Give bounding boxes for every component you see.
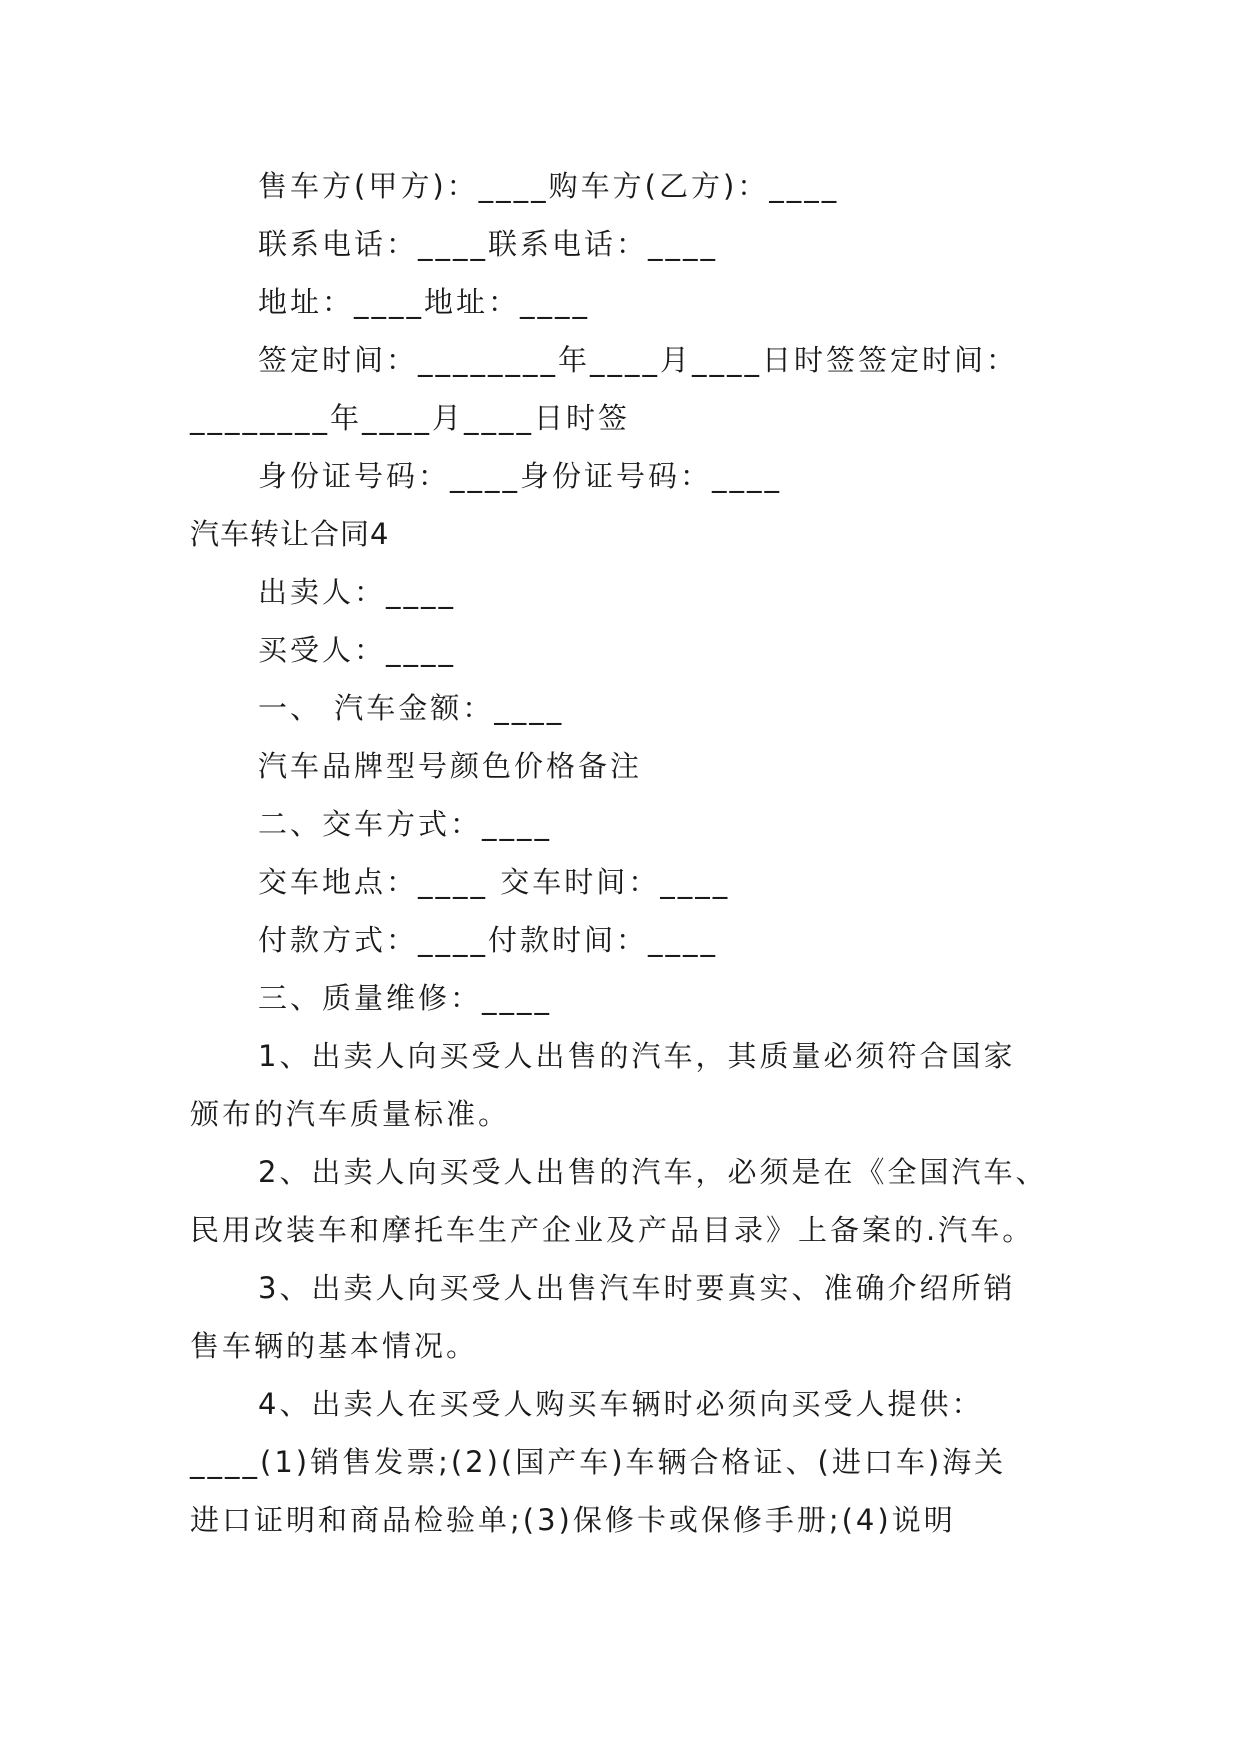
sign-date-line-continued: ________年____月____日时签 <box>190 401 631 435</box>
phone-line: 联系电话：____联系电话：____ <box>258 227 719 261</box>
clause-1-line-2: 颁布的汽车质量标准。 <box>190 1097 511 1131</box>
clause-4-line-3: 进口证明和商品检验单;(3)保修卡或保修手册;(4)说明 <box>190 1503 956 1537</box>
clause-3-line-1: 3、出卖人向买受人出售汽车时要真实、准确介绍所销 <box>258 1271 1016 1305</box>
quality-repair-line: 三、质量维修：____ <box>258 981 553 1015</box>
seller-line: 出卖人：____ <box>258 575 457 609</box>
clause-3-line-2: 售车辆的基本情况。 <box>190 1329 479 1363</box>
clause-1-line-1: 1、出卖人向买受人出售的汽车，其质量必须符合国家 <box>258 1039 1016 1073</box>
payment-line: 付款方式：____付款时间：____ <box>258 923 719 957</box>
buyer-line: 买受人：____ <box>258 633 457 667</box>
sign-date-line: 签定时间：________年____月____日时签签定时间： <box>258 343 1019 377</box>
section-title: 汽车转让合同4 <box>190 517 390 551</box>
address-line: 地址：____地址：____ <box>258 285 591 319</box>
id-number-line: 身份证号码：____身份证号码：____ <box>258 459 783 493</box>
car-amount-line: 一、 汽车金额：____ <box>258 691 565 725</box>
car-info-header-line: 汽车品牌型号颜色价格备注 <box>258 749 643 783</box>
clause-2-line-1: 2、出卖人向买受人出售的汽车，必须是在《全国汽车、 <box>258 1155 1048 1189</box>
clause-4-line-1: 4、出卖人在买受人购买车辆时必须向买受人提供： <box>258 1387 984 1421</box>
delivery-place-time-line: 交车地点：____ 交车时间：____ <box>258 865 731 899</box>
seller-buyer-line: 售车方(甲方)：____购车方(乙方)：____ <box>258 169 840 203</box>
clause-4-line-2: ____(1)销售发票;(2)(国产车)车辆合格证、(进口车)海关 <box>190 1445 1007 1479</box>
clause-2-line-2: 民用改装车和摩托车生产企业及产品目录》上备案的.汽车。 <box>190 1213 1035 1247</box>
delivery-method-line: 二、交车方式：____ <box>258 807 553 841</box>
